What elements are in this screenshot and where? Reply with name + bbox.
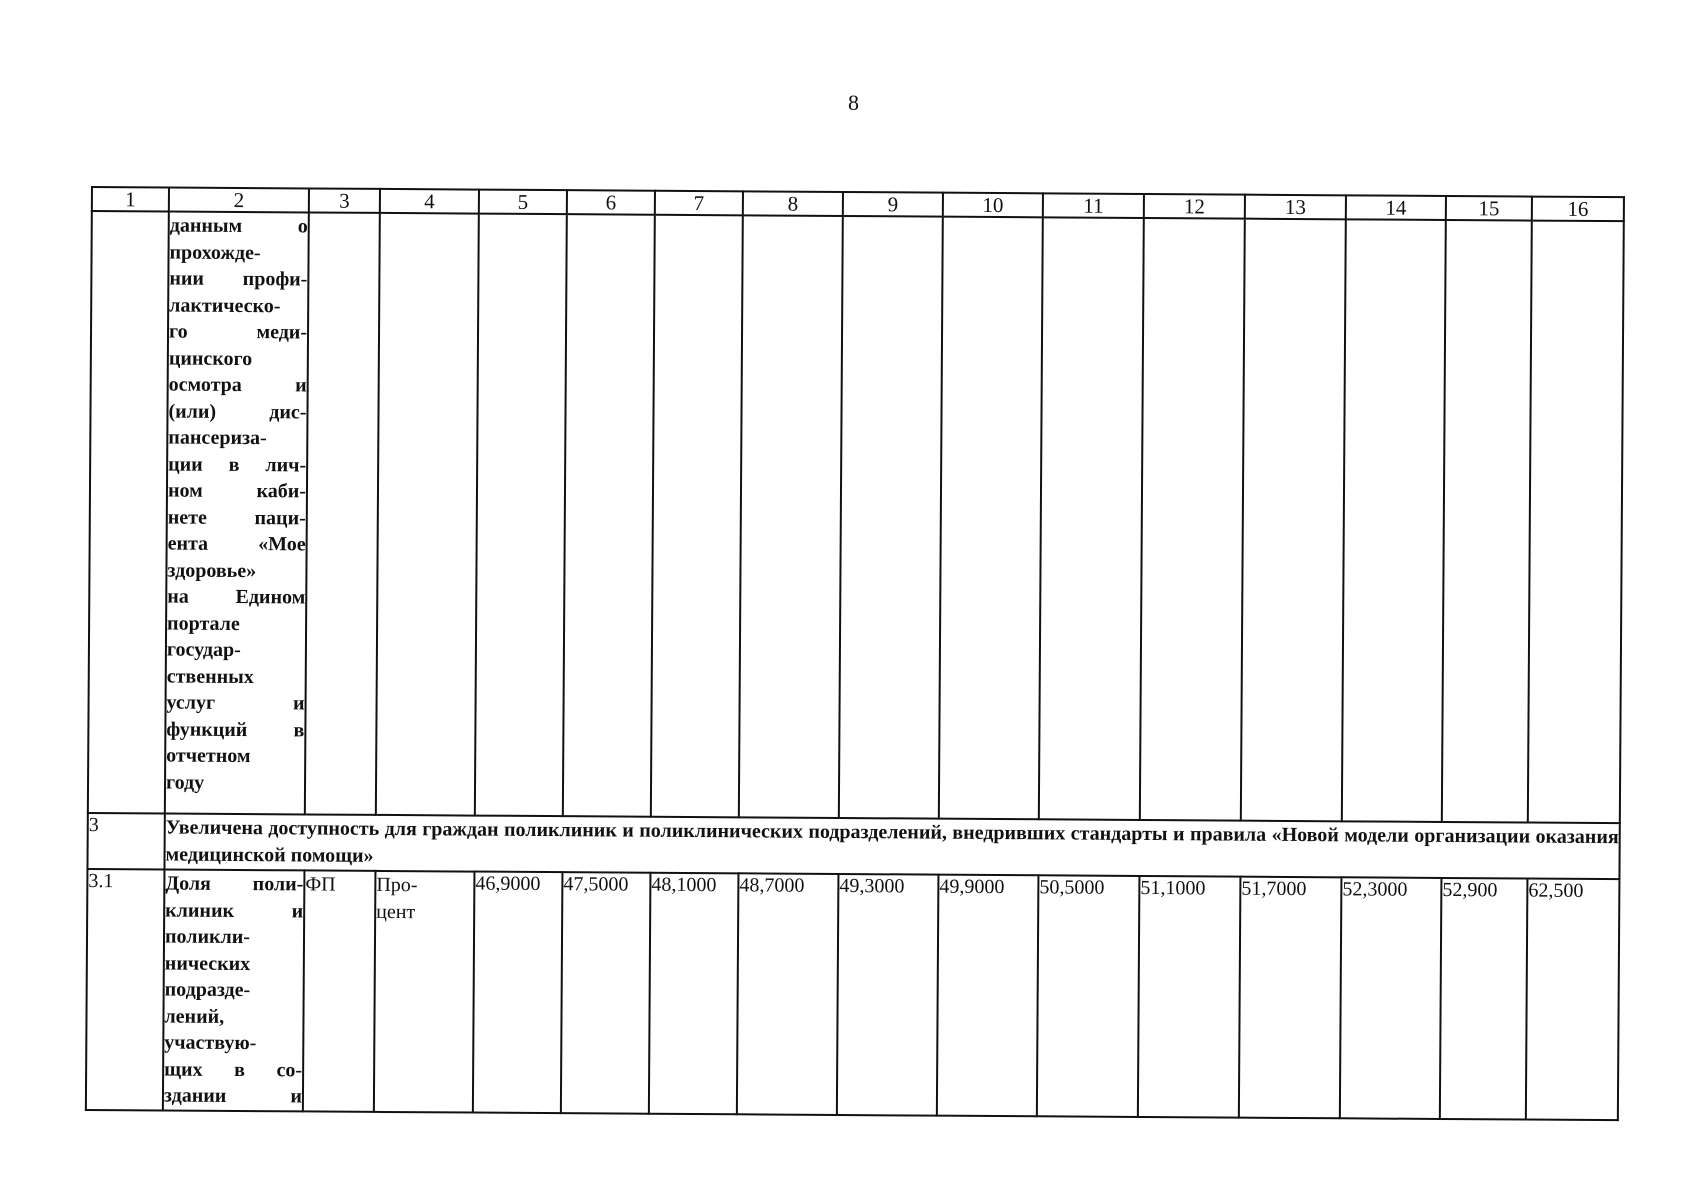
indicator-line: щих в со- bbox=[164, 1058, 303, 1081]
value-cell: 50,5000 bbox=[1037, 875, 1140, 1116]
column-header: 10 bbox=[943, 193, 1043, 218]
indicator-line: лений, bbox=[164, 1005, 225, 1028]
value-cell: 52,900 bbox=[1440, 878, 1528, 1119]
column-header: 8 bbox=[743, 191, 843, 216]
indicator-line: государ- bbox=[166, 638, 241, 662]
empty-cell bbox=[475, 214, 567, 817]
indicator-line: нете паци- bbox=[167, 506, 306, 529]
column-header: 16 bbox=[1532, 197, 1624, 222]
indicator-line: (или) дис- bbox=[168, 400, 307, 423]
indicator-table bbox=[85, 186, 1625, 1121]
indicator-line: поликли- bbox=[164, 925, 251, 949]
indicator-line: нических bbox=[164, 952, 251, 975]
value-cell: 47,5000 bbox=[561, 872, 651, 1113]
indicator-line: на Едином bbox=[167, 585, 306, 609]
column-header: 6 bbox=[567, 190, 655, 215]
value-cell: 48,7000 bbox=[737, 873, 839, 1114]
indicator-line: функций в bbox=[166, 718, 305, 741]
value-cell: 51,1000 bbox=[1138, 876, 1241, 1117]
section-number: 3 bbox=[87, 813, 164, 870]
column-header: 9 bbox=[843, 192, 943, 217]
continuation-row bbox=[88, 211, 1624, 823]
empty-cell bbox=[1039, 217, 1144, 820]
indicator-line: данным о bbox=[169, 214, 308, 238]
indicator-line: Доля поли- bbox=[165, 872, 304, 896]
indicator-type: ФП bbox=[303, 870, 376, 1111]
section-title: Увеличена доступность для граждан поликлиник и поликлинических подразделений, внедривших стандарты и правила «Новой модели организации оказания медицинской помощи» bbox=[164, 814, 1619, 880]
indicator-line: портале bbox=[167, 612, 240, 635]
indicator-line: году bbox=[165, 771, 205, 794]
column-header: 13 bbox=[1245, 195, 1346, 220]
value-cell: 52,3000 bbox=[1340, 877, 1442, 1118]
empty-cell bbox=[376, 213, 479, 816]
indicator-line: ственных bbox=[166, 665, 254, 688]
indicator-line: здании и bbox=[163, 1084, 303, 1108]
value-cell: 49,3000 bbox=[837, 874, 939, 1115]
column-header: 11 bbox=[1043, 193, 1144, 218]
row-number: 3.1 bbox=[86, 869, 165, 1110]
empty-cell bbox=[563, 214, 655, 817]
indicator-row-3-1 bbox=[86, 869, 1620, 1120]
value-cell: 49,9000 bbox=[937, 875, 1039, 1116]
indicator-line: отчетном bbox=[166, 744, 251, 768]
value-cell: 51,7000 bbox=[1239, 877, 1342, 1118]
indicator-line: клиник и bbox=[165, 899, 304, 922]
empty-cell bbox=[1241, 219, 1346, 822]
unit-line: Про- bbox=[376, 873, 418, 897]
empty-cell bbox=[305, 212, 380, 814]
empty-cell bbox=[1140, 218, 1245, 821]
value-cell: 48,1000 bbox=[649, 873, 739, 1114]
empty-cell bbox=[651, 215, 743, 818]
indicator-line: ном каби- bbox=[167, 479, 307, 503]
page-number: 8 bbox=[848, 90, 859, 115]
column-header: 5 bbox=[479, 190, 567, 215]
indicator-line: го меди- bbox=[168, 320, 308, 344]
value-cell: 46,9000 bbox=[473, 872, 563, 1113]
indicator-line: подразде- bbox=[164, 978, 251, 1002]
empty-cell bbox=[88, 211, 169, 813]
empty-cell bbox=[939, 217, 1043, 820]
indicator-line: пансериза- bbox=[168, 426, 267, 450]
column-header: 7 bbox=[655, 191, 743, 216]
indicator-line: здоровье» bbox=[167, 559, 257, 582]
indicator-name-cell bbox=[163, 870, 305, 1111]
empty-cell bbox=[1442, 220, 1532, 823]
indicator-line: осмотра и bbox=[168, 373, 307, 397]
unit-line: цент bbox=[376, 900, 416, 924]
column-header: 15 bbox=[1446, 196, 1532, 221]
column-header: 3 bbox=[309, 188, 380, 212]
value-cell: 62,500 bbox=[1526, 879, 1620, 1120]
empty-cell bbox=[839, 216, 943, 819]
indicator-line: цинского bbox=[168, 347, 253, 370]
empty-cell bbox=[1528, 221, 1624, 824]
column-header: 14 bbox=[1346, 195, 1446, 220]
indicator-line: услуг и bbox=[166, 691, 305, 715]
indicator-name-cell bbox=[165, 212, 309, 815]
column-header: 12 bbox=[1144, 194, 1245, 219]
indicator-line: ента «Мое bbox=[167, 532, 306, 556]
unit-cell bbox=[374, 871, 475, 1112]
section-row bbox=[87, 813, 1619, 879]
indicator-line: ции в лич- bbox=[168, 453, 307, 476]
indicator-line: участвую- bbox=[164, 1031, 257, 1055]
column-header: 2 bbox=[169, 188, 309, 213]
empty-cell bbox=[739, 215, 843, 818]
indicator-line: лактическо- bbox=[169, 294, 281, 317]
empty-cell bbox=[1342, 219, 1446, 822]
indicator-line: нии профи- bbox=[169, 267, 308, 291]
column-header: 1 bbox=[92, 187, 169, 212]
indicator-line: прохожде- bbox=[169, 241, 261, 264]
column-header: 4 bbox=[380, 189, 479, 214]
